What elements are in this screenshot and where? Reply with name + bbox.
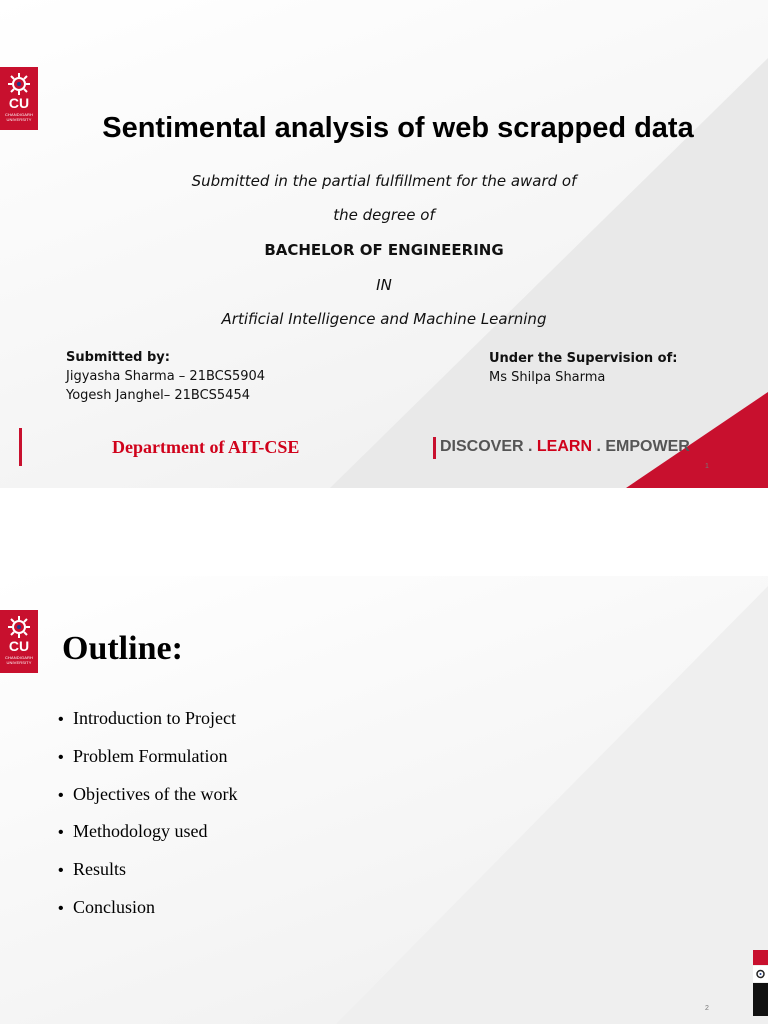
mini-gear-icon: [753, 966, 768, 982]
list-item-label: Methodology used: [73, 821, 208, 842]
cu-logo: [0, 610, 38, 673]
student-name: Jigyasha Sharma – 21BCS5904: [66, 369, 266, 384]
tagline-empower: . EMPOWER: [592, 438, 690, 455]
supervisor-name: Ms Shilpa Sharma: [489, 370, 606, 385]
tagline-accent-bar: [433, 437, 436, 459]
in-label: IN: [376, 276, 392, 294]
degree-name: BACHELOR OF ENGINEERING: [264, 241, 504, 259]
submitted-by-block: [66, 348, 265, 405]
corner-mini-logo: [753, 950, 768, 1016]
gear-icon: [7, 72, 31, 96]
tagline-learn: LEARN: [536, 438, 593, 455]
bullet-icon: •: [58, 711, 64, 728]
student-name: Yogesh Janghel– 21BCS5454: [66, 388, 250, 403]
logo-initials: CU: [8, 95, 30, 111]
list-item: [58, 817, 237, 855]
page-number: 1: [705, 463, 709, 470]
list-item-label: Objectives of the work: [73, 783, 238, 804]
field-of-study: Artificial Intelligence and Machine Learning: [221, 310, 547, 328]
slide-1: [0, 0, 768, 488]
submitted-by-heading: Submitted by:: [66, 350, 170, 365]
logo-university-name: CHANDIGARH UNIVERSITY: [5, 655, 33, 665]
list-item-label: Results: [73, 859, 127, 880]
list-item-label: Problem Formulation: [73, 745, 228, 766]
list-item: [58, 742, 237, 780]
list-item-label: Introduction to Project: [73, 708, 236, 728]
outline-title: Outline:: [62, 630, 183, 667]
bullet-icon: •: [58, 824, 64, 842]
submitted-line: Submitted in the partial fulfillment for the award of: [191, 172, 577, 190]
supervision-block: [489, 349, 677, 387]
tagline: [440, 438, 690, 456]
department-name: Department of AIT-CSE: [112, 437, 300, 457]
list-item: [58, 704, 237, 742]
logo-university-name: CHANDIGARH UNIVERSITY: [5, 112, 33, 122]
department-accent-bar: [19, 428, 22, 466]
outline-list: [58, 704, 237, 931]
slide-2: [0, 576, 768, 1024]
list-item-label: Conclusion: [73, 896, 156, 917]
list-item: [58, 855, 237, 893]
grey-diagonal-shape: [336, 586, 768, 1024]
presentation-title: Sentimental analysis of web scrapped data: [102, 112, 694, 144]
supervision-heading: Under the Supervision of:: [489, 351, 678, 366]
tagline-discover: DISCOVER .: [440, 438, 537, 455]
page-number: 2: [705, 1005, 709, 1012]
bullet-icon: •: [58, 748, 64, 766]
bullet-icon: •: [58, 786, 64, 804]
logo-initials: CU: [8, 638, 30, 654]
bullet-icon: •: [58, 862, 64, 880]
gear-icon: [7, 615, 31, 639]
list-item: [58, 780, 237, 818]
degree-line: the degree of: [333, 206, 435, 224]
bullet-icon: •: [58, 899, 64, 917]
list-item: [58, 893, 237, 931]
